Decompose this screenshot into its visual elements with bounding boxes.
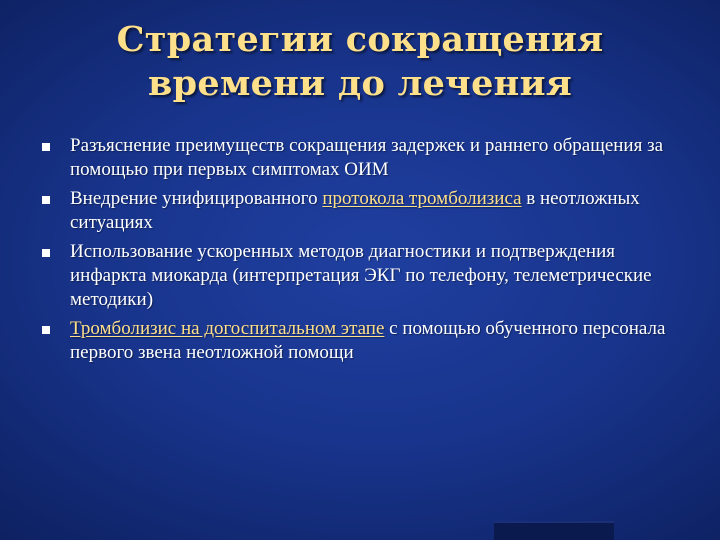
bullet-text-1: Разъяснение преимуществ сокращения задержек и раннего обращения за помощью при первых симптомах ОИМ — [70, 135, 664, 180]
bullet-list — [42, 134, 682, 370]
bullet-text-2-after: в неотложных ситуациях — [70, 188, 640, 233]
square-bullet-icon — [42, 143, 50, 151]
bullet-item-3 — [42, 240, 682, 312]
link-thrombolysis-protocol[interactable]: протокола тромболизиса — [322, 188, 522, 209]
bullet-text-3: Использование ускоренных методов диагностики и подтверждения инфаркта миокарда (интерпретация ЭКГ по телефону, телеметрические методики) — [70, 241, 652, 310]
bullet-text-4-after: с помощью обученного персонала первого звена неотложной помощи — [70, 318, 666, 363]
square-bullet-icon — [42, 249, 50, 257]
slide-title — [60, 18, 660, 106]
bullet-item-1 — [42, 134, 682, 182]
title-line-2: времени до лечения — [147, 63, 572, 104]
square-bullet-icon — [42, 326, 50, 334]
title-line-1: Стратегии сокращения — [116, 19, 604, 60]
bullet-text-2-before: Внедрение унифицированного — [70, 188, 323, 209]
bullet-item-2 — [42, 187, 682, 235]
slide-navigation-bar[interactable] — [494, 521, 614, 540]
link-prehospital-thrombolysis[interactable]: Тромболизис на догоспитальном этапе — [70, 318, 385, 339]
bullet-item-4 — [42, 317, 682, 365]
square-bullet-icon — [42, 196, 50, 204]
